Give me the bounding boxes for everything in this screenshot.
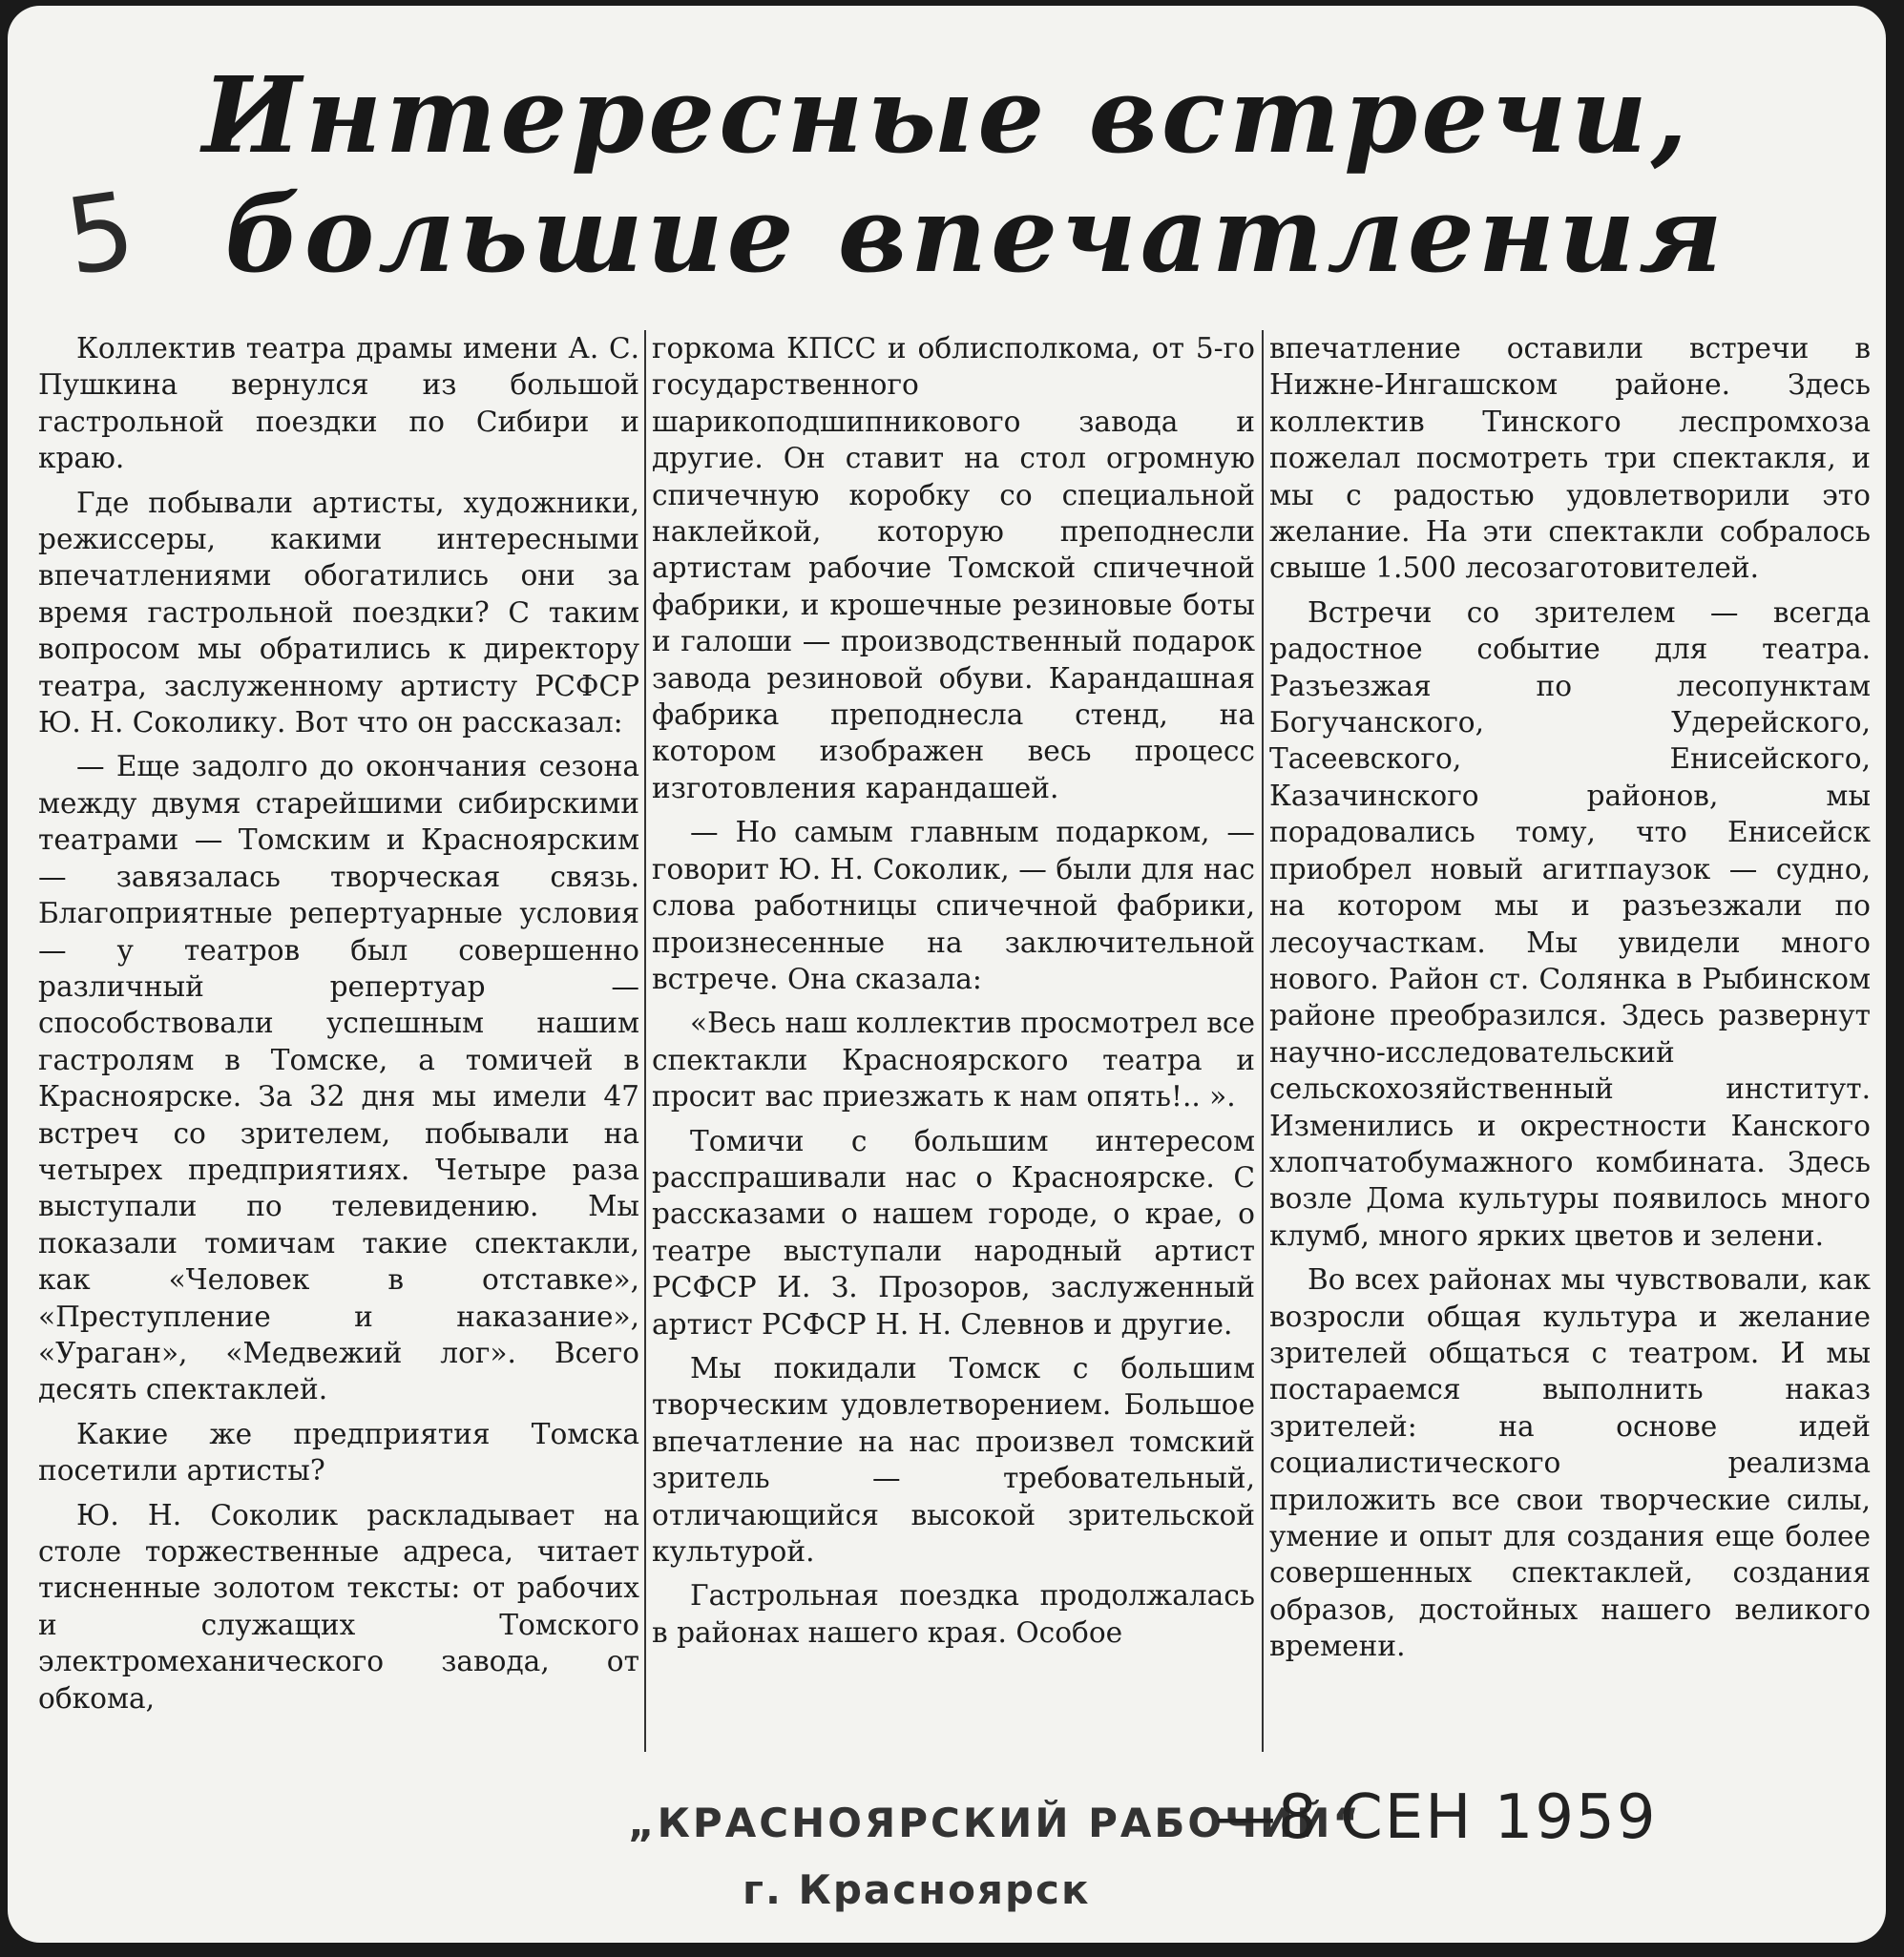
column-divider [644, 330, 646, 1752]
paragraph: впечатление оставили встречи в Нижне-Ингашском районе. Здесь коллектив Тинского леспромхоза пожелал посмотреть три спектакля, и мы с радостью удовлетворили это желание. На эти спектакли собралось свыше 1.500 лесозаготовителей. [1269, 332, 1871, 585]
paragraph: Где побывали артисты, художники, режиссеры, какими интересными впечатлениями обогатились они за время гастрольной поездки? С таким вопросом мы обратились к директору театра, заслуженному артисту РСФСР Ю. Н. Соколику. Вот что он рассказал: [38, 486, 639, 739]
column-divider [1262, 330, 1264, 1752]
headline-line-2: большие впечатления [224, 173, 1726, 296]
article-column-3 [1269, 330, 1871, 1673]
paragraph: Томичи с большим интересом расспрашивали нас о Красноярске. С рассказами о нашем городе, о крае, о театре выступали народный артист РСФСР И. З. Прозоров, заслуженный артист РСФСР Н. Н. Слевнов и другие. [652, 1124, 1255, 1341]
paragraph: Мы покидали Томск с большим творческим удовлетворением. Большое впечатление на нас произвел томский зритель — требовательный, отличающийся высокой зрительской культурой. [652, 1351, 1255, 1568]
paragraph: Ю. Н. Соколик раскладывает на столе торжественные адреса, читает тисненные золотом тексты: от рабочих и служащих Томского электромеханического завода, от обкома, [38, 1498, 639, 1715]
paragraph: Какие же предприятия Томска посетили артисты? [38, 1417, 639, 1488]
clipping-sheet [8, 6, 1886, 1943]
article-column-2 [652, 330, 1255, 1658]
paragraph: Встречи со зрителем — всегда радостное событие для театра. Разъезжая по лесопунктам Богучанского, Удерейского, Тасеевского, Енисейского, Казачинского районов, мы порадовались тому, что Енисейск приобрел новый агитпаузок — судно, на котором мы и разъезжали по лесоучасткам. Мы увидели много нового. Район ст. Солянка в Рыбинском районе преобразился. Здесь развернут научно-исследовательский сельскохозяйственный институт. Изменились и окрестности Канского хлопчатобумажного комбината. Здесь возле Дома культуры появилось много клумб, много ярких цветов и зелени. [1269, 595, 1871, 1252]
paragraph: горкома КПСС и облисполкома, от 5-го государственного шарикоподшипникового завода и другие. Он ставит на стол огромную спичечную коробку со специальной наклейкой, которую преподнесли артистам рабочие Томской спичечной фабрики, и крошечные резиновые боты и галоши — производственный подарок завода резиновой обуви. Карандашная фабрика преподнесла стенд, на котором изображен весь процесс изготовления карандашей. [652, 332, 1255, 804]
paragraph: Во всех районах мы чувствовали, как возросли общая культура и желание зрителей общаться с театром. И мы постараемся выполнить наказ зрителей: на основе идей социалистического реализма приложить все свои творческие силы, умение и опыт для создания еще более совершенных спектаклей, создания образов, достойных нашего великого времени. [1269, 1263, 1871, 1663]
newspaper-stamp: „КРАСНОЯРСКИЙ РАБОЧИЙ“ [628, 1800, 1362, 1846]
stamp-date: —8 СЕН 1959 [1215, 1782, 1658, 1853]
paragraph: — Но самым главным подарком, — говорит Ю. Н. Соколик, — были для нас слова работницы спичечной фабрики, произнесенные на заключительной встрече. Она сказала: [652, 816, 1255, 995]
headline-line-1: Интересные встречи, [201, 53, 1692, 177]
paragraph: Коллектив театра драмы имени А. С. Пушкина вернулся из большой гастрольной поездки по Сибири и краю. [38, 332, 639, 475]
handwritten-number: 5 [58, 168, 142, 300]
stamp-city: г. Красноярск [743, 1866, 1091, 1913]
paragraph: Гастрольная поездка продолжалась в районах нашего края. Особое [652, 1579, 1255, 1649]
paragraph: — Еще задолго до окончания сезона между двумя старейшими сибирскими театрами — Томским и Красноярским — завязалась творческая связь. Благоприятные репертуарные условия — у театров был совершенно различный репертуар — способствовали успешным нашим гастролям в Томске, а томичей в Красноярске. За 32 дня мы имели 47 встреч со зрителем, побывали на четырех предприятиях. Четыре раза выступали по телевидению. Мы показали томичам такие спектакли, как «Человек в отставке», «Преступление и наказание», «Ураган», «Медвежий лог». Всего десять спектаклей. [38, 750, 639, 1406]
article-headline [8, 55, 1886, 294]
article-column-1 [38, 330, 639, 1724]
paragraph: «Весь наш коллектив просмотрел все спектакли Красноярского театра и просит вас приезжать к нам опять!.. ». [652, 1007, 1255, 1114]
